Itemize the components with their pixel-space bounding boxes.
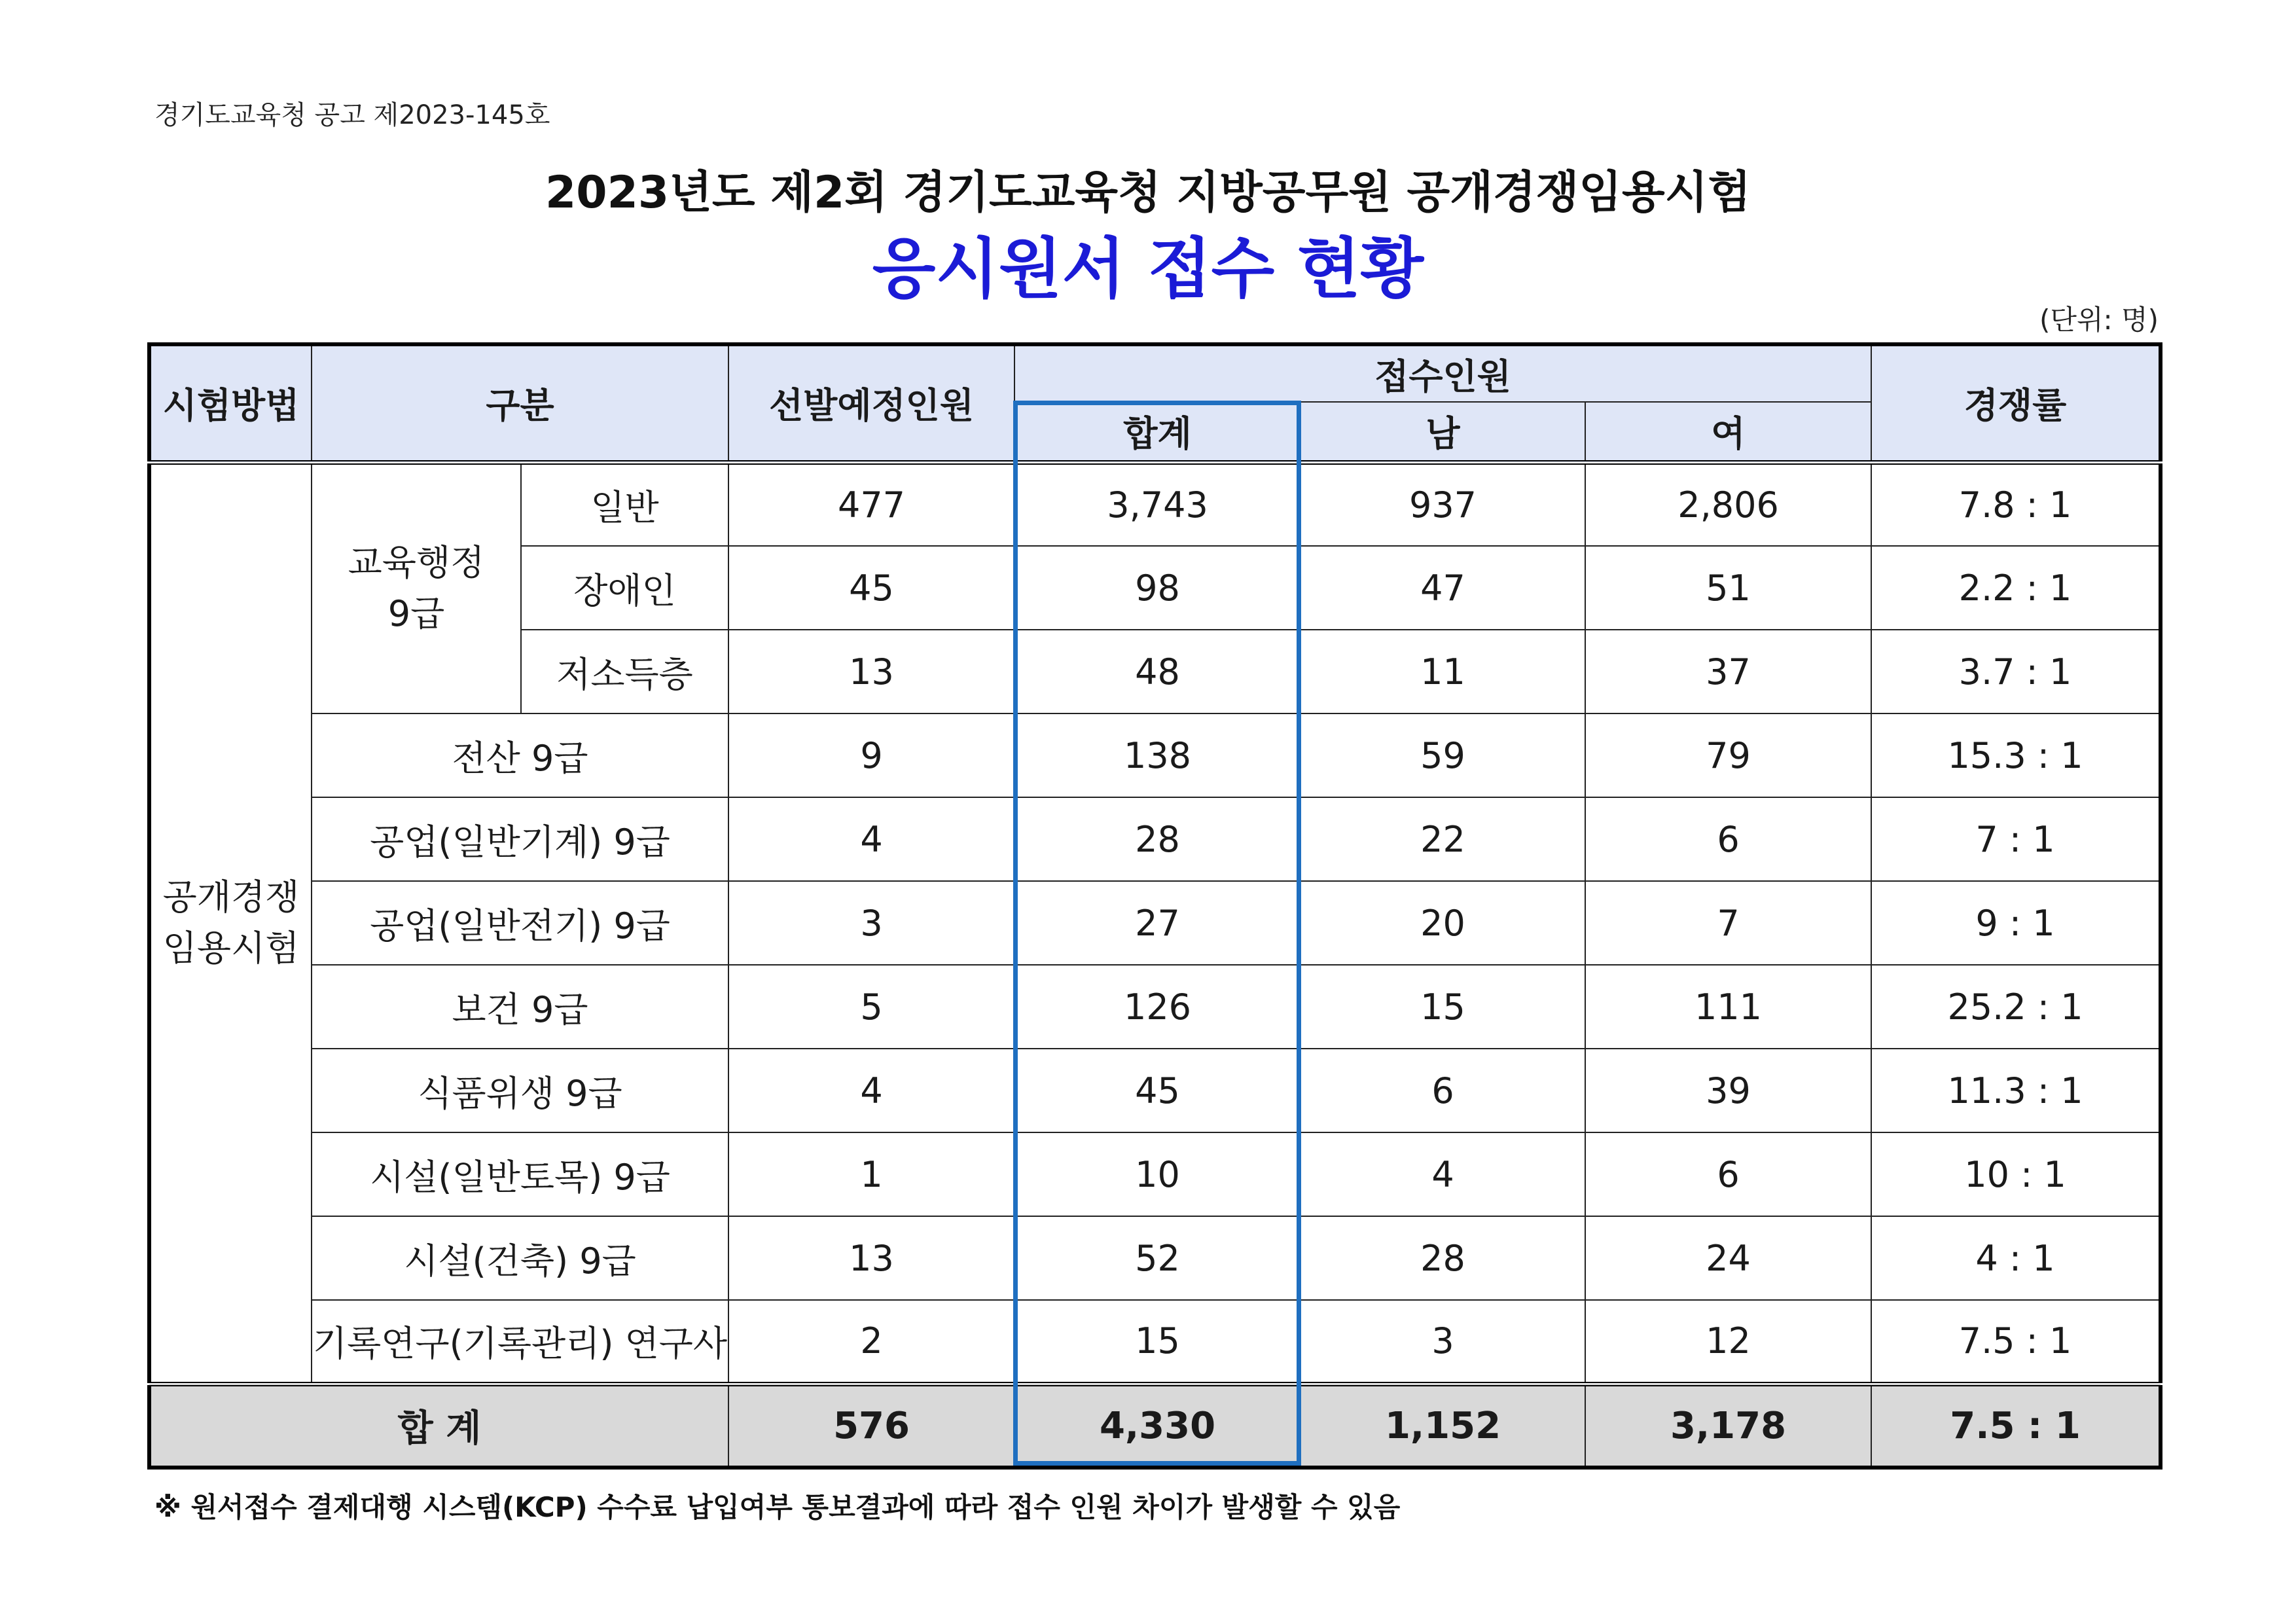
table-row <box>149 1049 2161 1132</box>
male-cell: 11 <box>1300 630 1585 713</box>
subcategory-cell: 장애인 <box>521 546 728 630</box>
male-cell: 22 <box>1300 797 1585 881</box>
ratio-cell: 25.2 : 1 <box>1871 965 2161 1049</box>
male-cell: 28 <box>1300 1216 1585 1300</box>
male-cell: 20 <box>1300 881 1585 965</box>
total-cell: 48 <box>1014 630 1300 713</box>
female-cell: 7 <box>1585 881 1871 965</box>
method-cell: 공개경쟁 임용시험 <box>149 462 312 1384</box>
ratio-cell: 9 : 1 <box>1871 881 2161 965</box>
planned-cell: 3 <box>728 881 1014 965</box>
male-cell: 15 <box>1300 965 1585 1049</box>
header-method: 시험방법 <box>149 344 312 462</box>
category-cell: 공업(일반기계) 9급 <box>312 797 728 881</box>
header-female: 여 <box>1585 402 1871 462</box>
female-cell: 12 <box>1585 1300 1871 1384</box>
header-ratio: 경쟁률 <box>1871 344 2161 462</box>
male-cell: 937 <box>1300 462 1585 546</box>
table-row <box>149 965 2161 1049</box>
summary-label: 합 계 <box>149 1384 728 1468</box>
male-cell: 3 <box>1300 1300 1585 1384</box>
document-subtitle: 응시원서 접수 현황 <box>872 230 1424 307</box>
female-cell: 37 <box>1585 630 1871 713</box>
male-cell: 4 <box>1300 1132 1585 1216</box>
group-cell: 교육행정 9급 <box>312 462 521 713</box>
total-cell: 3,743 <box>1014 462 1300 546</box>
female-cell: 6 <box>1585 797 1871 881</box>
category-cell: 전산 9급 <box>312 713 728 797</box>
planned-cell: 9 <box>728 713 1014 797</box>
table-row <box>149 1216 2161 1300</box>
table-row <box>149 1132 2161 1216</box>
planned-cell: 4 <box>728 797 1014 881</box>
table-row <box>149 713 2161 797</box>
total-cell: 138 <box>1014 713 1300 797</box>
ratio-cell: 15.3 : 1 <box>1871 713 2161 797</box>
female-cell: 2,806 <box>1585 462 1871 546</box>
summary-male: 1,152 <box>1300 1384 1585 1468</box>
category-cell: 기록연구(기록관리) 연구사 <box>312 1300 728 1384</box>
female-cell: 6 <box>1585 1132 1871 1216</box>
ratio-cell: 2.2 : 1 <box>1871 546 2161 630</box>
table-row <box>149 797 2161 881</box>
female-cell: 111 <box>1585 965 1871 1049</box>
summary-total: 4,330 <box>1014 1384 1300 1468</box>
application-status-table <box>147 342 2162 1470</box>
header-received: 접수인원 <box>1014 344 1871 402</box>
planned-cell: 477 <box>728 462 1014 546</box>
document-title: 2023년도 제2회 경기도교육청 지방공무원 공개경쟁임용시험 <box>545 167 1751 219</box>
notice-number: 경기도교육청 공고 제2023-145호 <box>154 100 550 130</box>
category-cell: 보건 9급 <box>312 965 728 1049</box>
footnote: ※ 원서접수 결제대행 시스템(KCP) 수수료 납입여부 통보결과에 따라 접수 인원 차이가 발생할 수 있음 <box>154 1491 1401 1523</box>
table-row <box>149 462 2161 546</box>
category-cell: 공업(일반전기) 9급 <box>312 881 728 965</box>
ratio-cell: 4 : 1 <box>1871 1216 2161 1300</box>
table-row <box>149 1300 2161 1384</box>
female-cell: 51 <box>1585 546 1871 630</box>
header-planned: 선발예정인원 <box>728 344 1014 462</box>
ratio-cell: 3.7 : 1 <box>1871 630 2161 713</box>
planned-cell: 5 <box>728 965 1014 1049</box>
total-cell: 10 <box>1014 1132 1300 1216</box>
category-cell: 시설(건축) 9급 <box>312 1216 728 1300</box>
total-cell: 98 <box>1014 546 1300 630</box>
planned-cell: 13 <box>728 630 1014 713</box>
total-cell: 27 <box>1014 881 1300 965</box>
header-category: 구분 <box>312 344 728 462</box>
ratio-cell: 7.8 : 1 <box>1871 462 2161 546</box>
total-cell: 28 <box>1014 797 1300 881</box>
ratio-cell: 7.5 : 1 <box>1871 1300 2161 1384</box>
male-cell: 59 <box>1300 713 1585 797</box>
summary-female: 3,178 <box>1585 1384 1871 1468</box>
male-cell: 47 <box>1300 546 1585 630</box>
total-cell: 45 <box>1014 1049 1300 1132</box>
subcategory-cell: 저소득층 <box>521 630 728 713</box>
male-cell: 6 <box>1300 1049 1585 1132</box>
subcategory-cell: 일반 <box>521 462 728 546</box>
total-cell: 52 <box>1014 1216 1300 1300</box>
summary-row <box>149 1384 2161 1468</box>
header-male: 남 <box>1300 402 1585 462</box>
category-cell: 시설(일반토목) 9급 <box>312 1132 728 1216</box>
planned-cell: 2 <box>728 1300 1014 1384</box>
total-cell: 15 <box>1014 1300 1300 1384</box>
planned-cell: 1 <box>728 1132 1014 1216</box>
female-cell: 39 <box>1585 1049 1871 1132</box>
unit-note: (단위: 명) <box>2039 304 2159 336</box>
table-row <box>149 881 2161 965</box>
planned-cell: 4 <box>728 1049 1014 1132</box>
planned-cell: 13 <box>728 1216 1014 1300</box>
total-cell: 126 <box>1014 965 1300 1049</box>
ratio-cell: 10 : 1 <box>1871 1132 2161 1216</box>
header-total: 합계 <box>1014 402 1300 462</box>
ratio-cell: 11.3 : 1 <box>1871 1049 2161 1132</box>
summary-ratio: 7.5 : 1 <box>1871 1384 2161 1468</box>
female-cell: 79 <box>1585 713 1871 797</box>
planned-cell: 45 <box>728 546 1014 630</box>
summary-planned: 576 <box>728 1384 1014 1468</box>
ratio-cell: 7 : 1 <box>1871 797 2161 881</box>
female-cell: 24 <box>1585 1216 1871 1300</box>
category-cell: 식품위생 9급 <box>312 1049 728 1132</box>
